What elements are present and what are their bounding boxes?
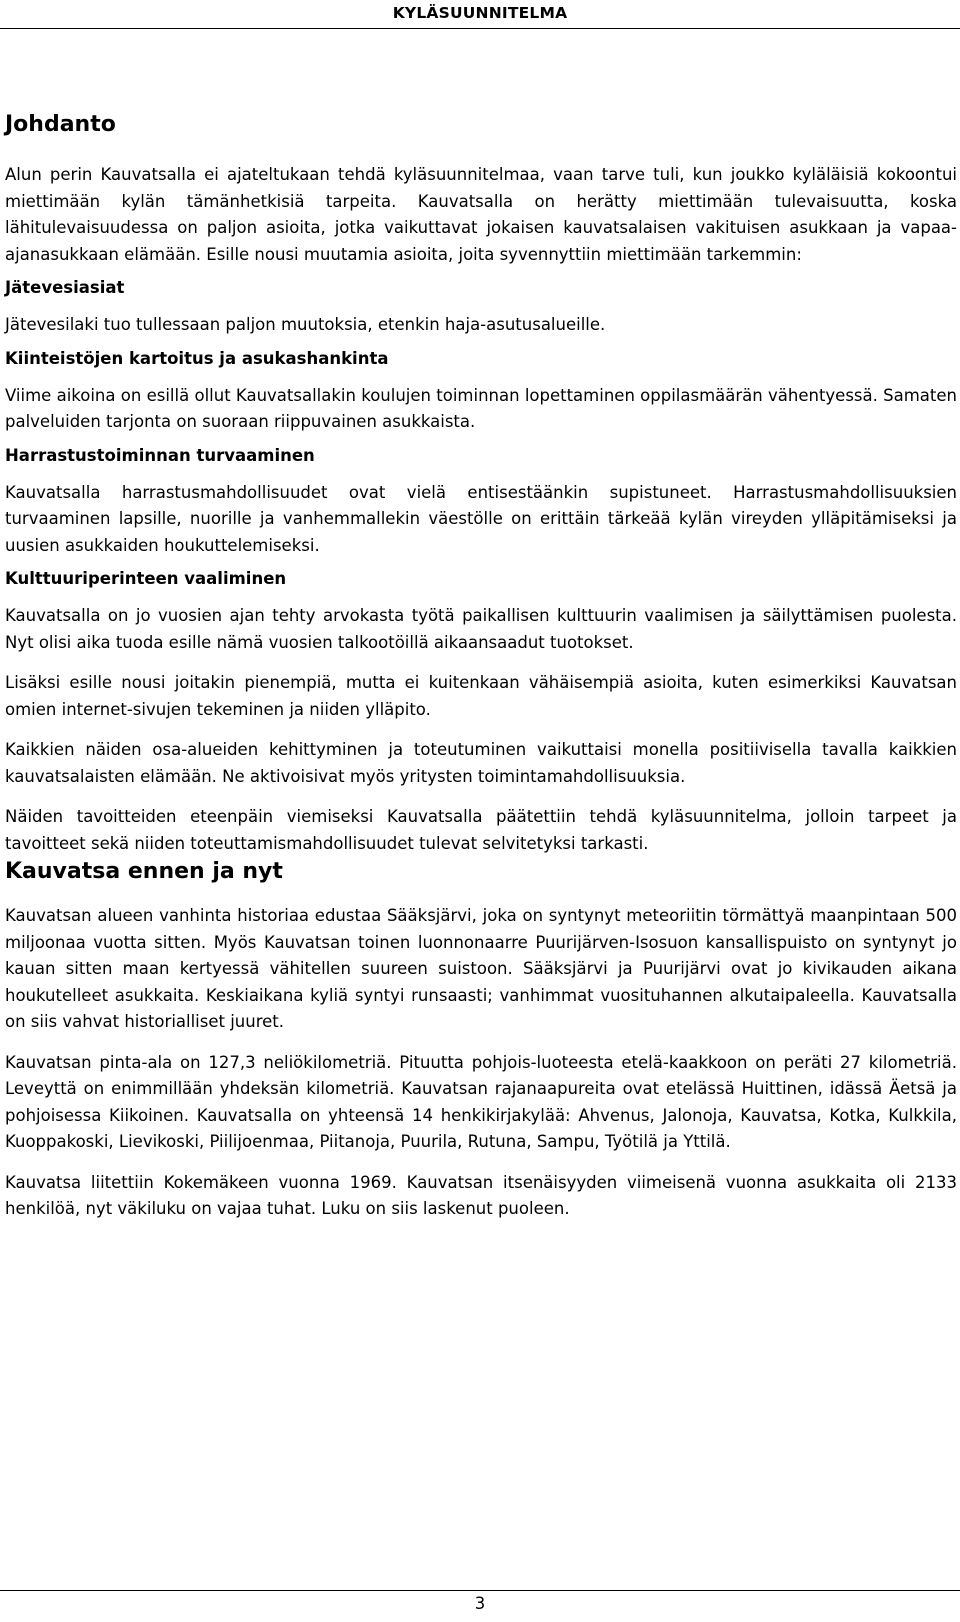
topic-heading-hobbies: Harrastustoiminnan turvaaminen (5, 445, 315, 465)
topic-text-culture: Kauvatsalla on jo vuosien ajan tehty arvokasta työtä paikallisen kulttuurin vaalimisen ja säilyttämisen puolesta. Nyt olisi aika tuoda esille nämä vuosien talkootöillä aikaansaadut tuotokset. (5, 606, 957, 652)
history-paragraph-3: Kauvatsa liitettiin Kokemäkeen vuonna 1969. Kauvatsan itsenäisyyden viimeisenä vuonna asukkaita oli 2133 henkilöä, nyt väkiluku on vajaa tuhat. Luku on siis laskenut puoleen. (5, 1172, 957, 1218)
topic-text-wastewater: Jätevesilaki tuo tullessaan paljon muutoksia, etenkin haja-asutusalueille. (5, 315, 606, 334)
closing-paragraph-3: Näiden tavoitteiden eteenpäin viemiseksi Kauvatsalla päätettiin tehdä kyläsuunnitelma, jolloin tarpeet ja tavoitteet sekä niiden toteuttamismahdollisuudet tulevat selvitetyksi tarkasti. (5, 807, 957, 853)
section-heading-history: Kauvatsa ennen ja nyt (5, 859, 283, 884)
running-header: KYLÄSUUNNITELMA (392, 4, 568, 22)
topic-heading-properties: Kiinteistöjen kartoitus ja asukashankinta (5, 348, 389, 368)
page-number: 3 (474, 1594, 486, 1613)
footer-rule (0, 1590, 960, 1591)
topic-text-properties: Viime aikoina on esillä ollut Kauvatsallakin koulujen toiminnan lopettaminen oppilasmäärän vähentyessä. Samaten palveluiden tarjonta on suoraan riippuvainen asukkaista. (5, 385, 957, 431)
history-paragraph-1: Kauvatsan alueen vanhinta historiaa edustaa Sääksjärvi, joka on syntynyt meteoriitin törmättyä maanpintaan 500 miljoonaa vuotta sitten. Myös Kauvatsan toinen luonnonaarre Puurijärven-Isosuon kansallispuisto on syntynyt jo kauan sitten maan kertyessä vähitellen suureen suistoon. Sääksjärvi ja Puurijärvi ovat jo kivikauden aikana houkutelleet asukkaita. Keskiaikana kyliä syntyi runsaasti; vanhimmat vuosituhannen alkutaipaleella. Kauvatsalla on siis vahvat historialliset juuret. (5, 906, 957, 1031)
topic-text-hobbies: Kauvatsalla harrastusmahdollisuudet ovat vielä entisestäänkin supistuneet. Harrastusmahdollisuuksien turvaaminen lapsille, nuorille ja vanhemmallekin väestölle on erittäin tärkeää kylän vireyden ylläpitämiseksi ja uusien asukkaiden houkuttelemiseksi. (5, 482, 957, 555)
topic-heading-wastewater: Jätevesiasiat (5, 278, 125, 297)
intro-paragraph: Alun perin Kauvatsalla ei ajateltukaan tehdä kyläsuunnitelmaa, vaan tarve tuli, kun joukko kyläläisiä kokoontui miettimään kylän tämänhetkisiä tarpeita. Kauvatsalla on herätty miettimään tulevaisuutta, koska lähitulevaisuudessa on paljon asioita, jotka vaikuttavat jokaisen kauvatsalaisen vakituisen asukkaan ja vapaa-ajanasukkaan elämään. Esille nousi muutamia asioita, joita syvennyttiin miettimään tarkemmin: (5, 165, 957, 264)
history-paragraph-2: Kauvatsan pinta-ala on 127,3 neliökilometriä. Pituutta pohjois-luoteesta etelä-kaakkoon on peräti 27 kilometriä. Leveyttä on enimmillään yhdeksän kilometriä. Kauvatsan rajanaapureita ovat etelässä Huittinen, idässä Äetsä ja pohjoisessa Kiikoinen. Kauvatsalla on yhteensä 14 henkikirjakylää: Ahvenus, Jalonoja, Kauvatsa, Kotka, Kulkkila, Kuoppakoski, Lievikoski, Piilijoenmaa, Piitanoja, Puurila, Rutuna, Sampu, Työtilä ja Yttilä. (5, 1052, 957, 1151)
closing-paragraph-1: Lisäksi esille nousi joitakin pienempiä, mutta ei kuitenkaan vähäisempiä asioita, kuten esimerkiksi Kauvatsan omien internet-sivujen tekeminen ja niiden ylläpito. (5, 673, 957, 719)
section-heading-intro: Johdanto (5, 112, 116, 137)
header-rule (0, 28, 960, 29)
document-body (5, 110, 957, 1237)
topic-heading-culture: Kulttuuriperinteen vaaliminen (5, 569, 287, 588)
closing-paragraph-2: Kaikkien näiden osa-alueiden kehittyminen ja toteutuminen vaikuttaisi monella positiivisella tavalla kaikkien kauvatsalaisten elämään. Ne aktivoisivat myös yritysten toimintamahdollisuuksia. (5, 740, 957, 786)
